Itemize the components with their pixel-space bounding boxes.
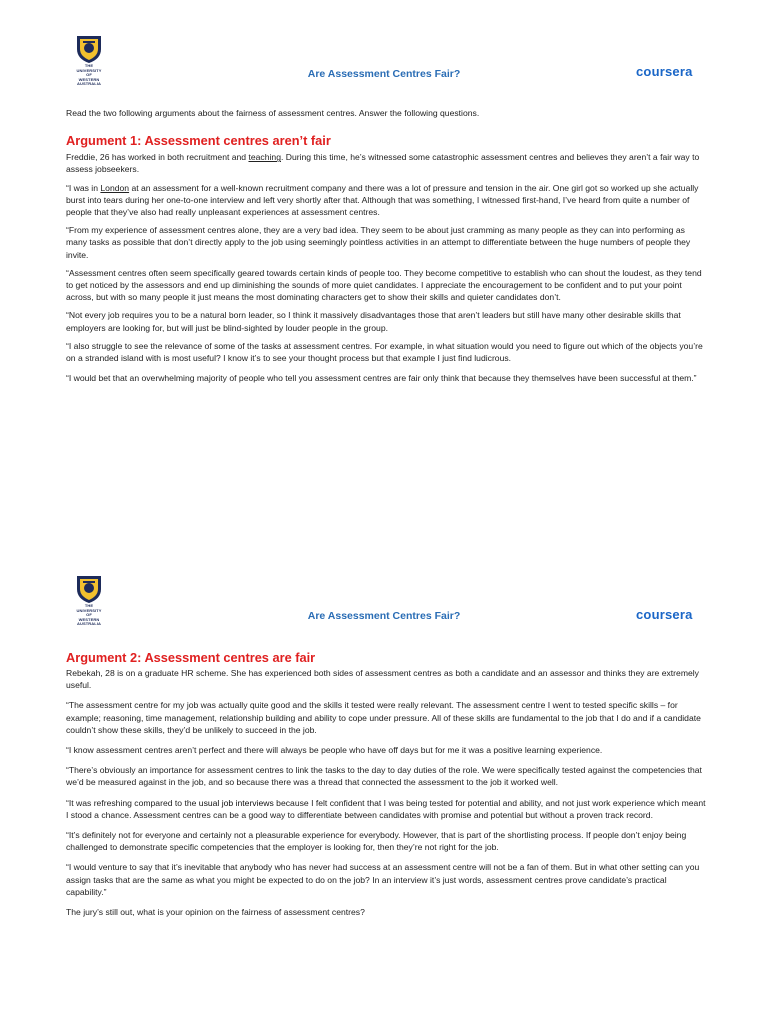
text-span: Freddie, 26 has worked in both recruitment and (66, 152, 249, 163)
paragraph (66, 797, 706, 821)
paragraph (66, 182, 706, 219)
paragraph: “Assessment centres often seem specifically geared towards certain kinds of people too. They become competitive to establish who can shout the loudest, as they tend to get noticed by the assessors and end up diminishing the sounds of more quiet candidates. I appreciate the encouragement to be confident and to put your point across, but with so many people it just means the most dominating characters get to show their skills and quieter candidates don’t. (66, 267, 702, 303)
paragraph: “Not every job requires you to be a natural born leader, so I think it massively disadvantages those that aren’t leaders but still have many other desirable skills that employers are looking for, but will just be blind-sighted by louder people in the group. (66, 310, 681, 333)
crest-caption-line: WESTERN (78, 76, 100, 82)
london-link[interactable]: London (100, 182, 130, 193)
page-title: Are Assessment Centres Fair? (307, 610, 461, 622)
paragraph: “It’s definitely not for everyone and certainly not a pleasurable experience for everybody. However, that is part of the shortlisting process. If people don’t enjoy being challenged to demonstrate specific competencies that the employer is looking for, then they’re not right for the job. (66, 830, 687, 853)
closing-question: The jury’s still out, what is your opinion on the fairness of assessment centres? (66, 907, 365, 918)
text-span: because I felt confident that I was being tested for potential and ability, and not just work experience which meant I stood a chance. Assessment centres can be a good way to differentiate between candidates with promise and potential but without a proven track record. (66, 797, 706, 820)
crest-shield-icon (74, 34, 104, 64)
text-span: at an assessment for a well-known recruitment company and there was a lot of pressure and tension in the air. One girl got so worked up she actually burst into tears during her one-to-one interview and left very shortly after that. Although that was something, I witnessed first-hand, I’ve heard from quite a number of people that they’ve also had really unpleasant experiences at assessment centres. (66, 182, 699, 218)
text-span: . During this time, he’s witnessed some catastrophic assessment centres and believes they aren’t a fair way to assess jobseekers. (66, 152, 700, 175)
usual-job-interviews-link[interactable]: usual job interviews (198, 797, 274, 808)
paragraph: “I also struggle to see the relevance of some of the tasks at assessment centres. For example, in what situation would you need to figure out which of the objects you’re on a stranded island with is most useful? I know it’s to see your thought process but that example I just find ludicrous. (66, 340, 703, 364)
page-title: Are Assessment Centres Fair? (307, 68, 461, 80)
paragraph: “I would bet that an overwhelming majority of people who tell you assessment centres are fair only think that because they themselves have been successful at them.” (66, 373, 697, 384)
text-span: “I was in (66, 182, 101, 193)
page-2 (0, 560, 768, 1024)
argument-2-heading: Argument 2: Assessment centres are fair (66, 650, 316, 665)
crest-caption-line: AUSTRALIA (76, 81, 101, 86)
paragraph: Rebekah, 28 is on a graduate HR scheme. She has experienced both sides of assessment centres as both a candidate and an assessor and thinks they are extremely useful. (66, 668, 699, 691)
teaching-link[interactable]: teaching (248, 152, 281, 163)
paragraph: “There’s obviously an importance for assessment centres to link the tasks to the day to day duties of the role. We were specifically tested against the competencies that we’d be measured against in the job, and so because there was a thread that connected the assessment to the job it worked well. (66, 765, 702, 788)
text-span: “It was refreshing compared to the (66, 797, 199, 808)
crest-caption-line: THE UNIVERSITY OF (76, 603, 102, 617)
intro-text: Read the two following arguments about the fairness of assessment centres. Answer the following questions. (66, 108, 480, 118)
page-2-body (66, 650, 706, 918)
argument-1-heading: Argument 1: Assessment centres aren’t fair (66, 133, 331, 149)
paragraph: “I would venture to say that it’s inevitable that anybody who has never had success at an assessment centre will not be a fan of them. But in what other setting can you assign tasks that are the same as what you might be expected to do on the job? In an interview it’s just words, assessment centres prove candidate’s practical capability.” (66, 862, 700, 897)
crest-shield-icon (74, 574, 104, 604)
paragraph (66, 151, 706, 175)
coursera-logo: coursera (636, 607, 693, 622)
coursera-logo: coursera (636, 64, 693, 79)
crest-caption-line: WESTERN (78, 616, 100, 622)
crest-caption-line: THE UNIVERSITY OF (76, 63, 102, 77)
page-1-body (66, 107, 706, 384)
paragraph: “From my experience of assessment centres alone, they are a very bad idea. They seem to be about just cramming as many people as they can into performing as many tasks as possible that don’t directly apply to the job using seemingly pointless activities in an attempt to differentiate between the huge numbers of people they invite. (66, 225, 691, 260)
paragraph: “I know assessment centres aren’t perfect and there will always be people who have off days but for me it was a positive learning experience. (66, 745, 603, 756)
paragraph: “The assessment centre for my job was actually quite good and the skills it tested were really relevant. The assessment centre I went to tested specific skills – for example; reasoning, time management, relationship building and ability to cope under pressure. All of these skills are fundamental to the job that I do and if a candidate couldn’t show these skills, they’d be unlikely to succeed in the job. (66, 700, 701, 735)
crest-caption-line: AUSTRALIA (76, 621, 101, 626)
